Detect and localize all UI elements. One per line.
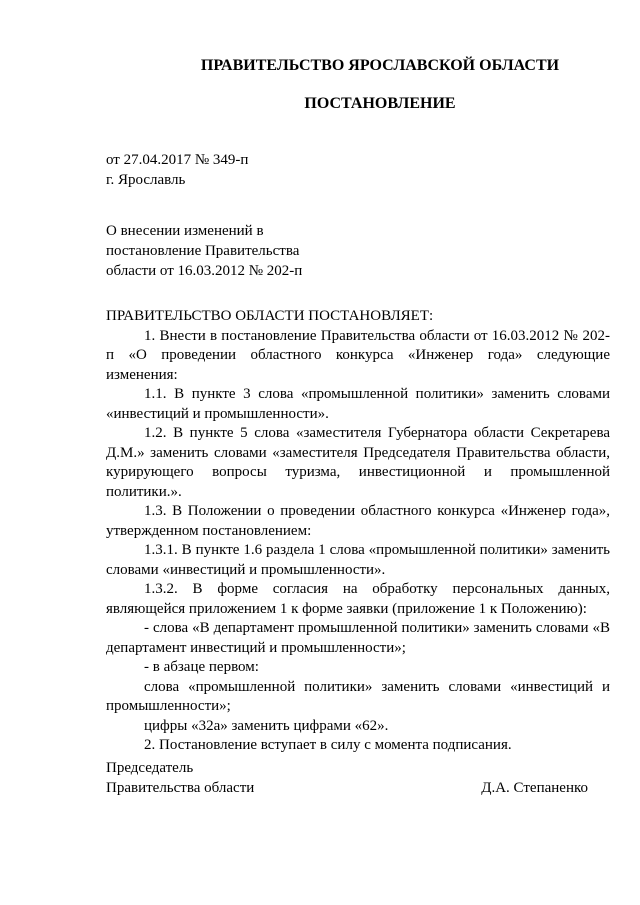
paragraph-1-2: 1.2. В пункте 5 слова «заместителя Губернатора области Секретарева Д.М.» заменить словами «заместителя Председателя Правительства области, курирующего вопросы туризма, инвестиционной и промышленной политики.». <box>106 425 610 500</box>
paragraph-1-3-2: 1.3.2. В форме согласия на обработку персональных данных, являющейся приложением 1 к форме заявки (приложение 1 к Положению): <box>106 581 610 617</box>
digits-replacement: цифры «32а» заменить цифрами «62». <box>144 717 389 734</box>
date-number: от 27.04.2017 № 349-п <box>106 152 249 168</box>
preamble: ПРАВИТЕЛЬСТВО ОБЛАСТИ ПОСТАНОВЛЯЕТ: <box>106 308 434 324</box>
subject-line-2: постановление Правительства <box>106 243 300 259</box>
document-subject <box>106 221 610 281</box>
paragraph-1-3: 1.3. В Положении о проведении областного конкурса «Инженер года», утвержденном постановлением: <box>106 503 610 539</box>
signer-role-1: Председатель <box>106 760 194 776</box>
paragraph-2: 2. Постановление вступает в силу с момента подписания. <box>144 737 512 753</box>
document-meta <box>106 150 610 190</box>
signer-role-2: Правительства области <box>106 780 255 796</box>
paragraph-1-3-1: 1.3.1. В пункте 1.6 раздела 1 слова «промышленной политики» заменить словами «инвестиций и промышленности». <box>106 542 610 578</box>
signature-block <box>106 758 588 798</box>
signature-role-line-1 <box>106 758 588 778</box>
document-body <box>106 307 610 756</box>
subject-line-3: области от 16.03.2012 № 202-п <box>106 263 303 279</box>
signer-name: Д.А. Степаненко <box>481 780 588 796</box>
dash-item-1: - слова «В департамент промышленной политики» заменить словами «В департамент инвестиций и промышленности»; <box>106 620 610 656</box>
dash-item-2: - в абзаце первом: <box>144 659 259 675</box>
government-title: ПРАВИТЕЛЬСТВО ЯРОСЛАВСКОЙ ОБЛАСТИ <box>200 57 560 74</box>
document-type-title: ПОСТАНОВЛЕНИЕ <box>304 95 456 112</box>
subject-line-1: О внесении изменений в <box>106 223 264 239</box>
city: г. Ярославль <box>106 172 186 188</box>
signature-role-line-2 <box>106 778 588 798</box>
words-replacement: слова «промышленной политики» заменить словами «инвестиций и промышленности»; <box>106 678 610 714</box>
paragraph-1-1: 1.1. В пункте 3 слова «промышленной политики» заменить словами «инвестиций и промышленности». <box>106 386 610 422</box>
paragraph-1: 1. Внести в постановление Правительства области от 16.03.2012 № 202-п «О проведении областного конкурса «Инженер года» следующие изменения: <box>106 327 610 383</box>
